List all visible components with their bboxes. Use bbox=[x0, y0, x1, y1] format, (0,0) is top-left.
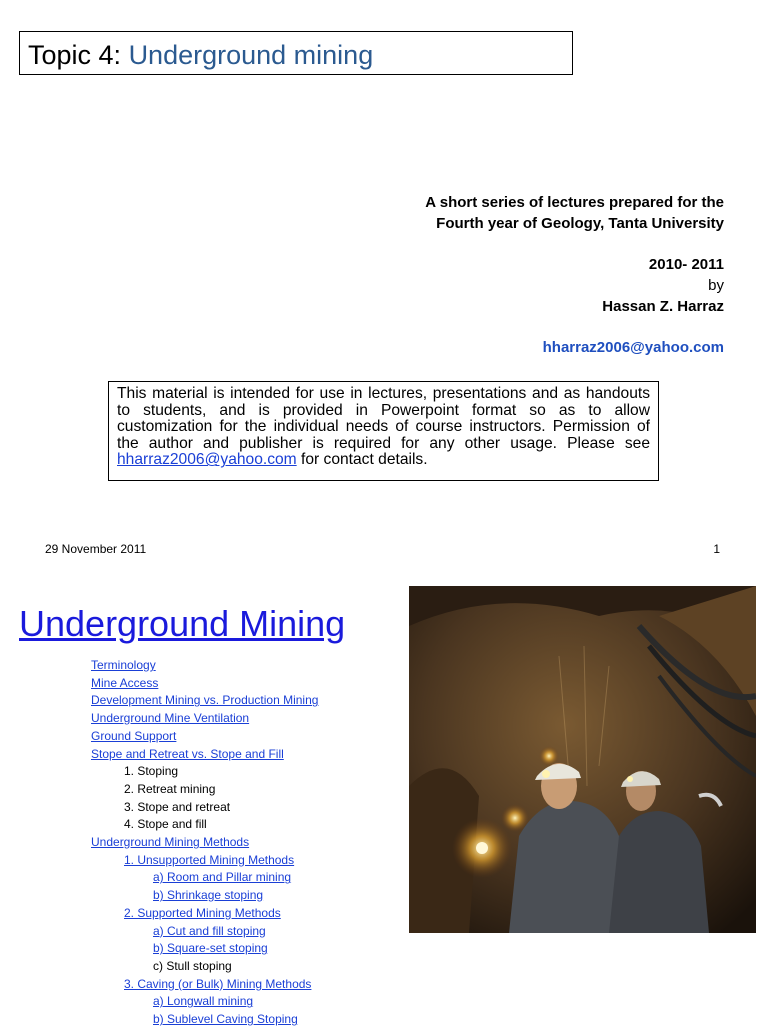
lecture-line-1: A short series of lectures prepared for the bbox=[425, 194, 724, 211]
toc-item-label[interactable]: b) Square-set stoping bbox=[153, 941, 268, 956]
notice-tail: for contact details. bbox=[296, 451, 428, 469]
toc-item[interactable] bbox=[91, 923, 318, 941]
toc-item-label[interactable]: a) Cut and fill stoping bbox=[153, 923, 266, 938]
toc-item[interactable] bbox=[91, 675, 318, 693]
toc-item-label: c) Stull stoping bbox=[153, 958, 232, 973]
toc-item-label[interactable]: 1. Unsupported Mining Methods bbox=[124, 852, 295, 867]
toc-item-label[interactable]: Stope and Retreat vs. Stope and Fill bbox=[91, 746, 284, 761]
toc-item[interactable] bbox=[91, 746, 318, 764]
toc-item-label[interactable]: a) Longwall mining bbox=[153, 994, 254, 1009]
toc-item[interactable] bbox=[91, 976, 318, 994]
toc-item-label[interactable]: Development Mining vs. Production Mining bbox=[91, 693, 319, 708]
miners-in-tunnel-photo bbox=[409, 586, 756, 933]
lecture-by: by bbox=[708, 276, 724, 294]
toc-item-label[interactable]: Mine Access bbox=[91, 675, 159, 690]
toc-item[interactable] bbox=[91, 869, 318, 887]
toc-item-label: 1. Stoping bbox=[124, 764, 179, 779]
toc-item-label[interactable]: Ground Support bbox=[91, 728, 177, 743]
lecture-line-2: Fourth year of Geology, Tanta University bbox=[436, 214, 724, 232]
toc-item-label[interactable]: Underground Mine Ventilation bbox=[91, 711, 250, 726]
lecture-years: 2010- 2011 bbox=[648, 256, 724, 274]
table-of-contents bbox=[91, 657, 318, 1029]
toc-item[interactable] bbox=[91, 710, 318, 728]
toc-item[interactable] bbox=[91, 657, 318, 675]
toc-item-label[interactable]: b) Sublevel Caving Stoping bbox=[153, 1012, 298, 1027]
toc-item bbox=[91, 816, 318, 834]
author-email[interactable]: hharraz2006@yahoo.com bbox=[542, 338, 724, 356]
toc-item[interactable] bbox=[91, 940, 318, 958]
toc-item[interactable] bbox=[91, 852, 318, 870]
toc-item[interactable] bbox=[91, 728, 318, 746]
toc-item-label: 3. Stope and retreat bbox=[124, 799, 231, 814]
toc-item bbox=[91, 799, 318, 817]
toc-item-label[interactable]: Terminology bbox=[91, 658, 156, 672]
toc-item-label: 4. Stope and fill bbox=[124, 817, 207, 832]
toc-item-label[interactable]: b) Shrinkage stoping bbox=[153, 888, 264, 903]
toc-item bbox=[91, 781, 318, 799]
toc-item bbox=[91, 763, 318, 781]
toc-item bbox=[91, 958, 318, 976]
toc-item[interactable] bbox=[91, 993, 318, 1011]
notice-email-link[interactable]: hharraz2006@yahoo.com bbox=[117, 451, 297, 469]
toc-item-label[interactable]: 2. Supported Mining Methods bbox=[124, 905, 281, 920]
toc-item-label: 2. Retreat mining bbox=[124, 781, 216, 796]
topic-title-box bbox=[19, 31, 573, 75]
toc-item[interactable] bbox=[91, 834, 318, 852]
author-name: Hassan Z. Harraz bbox=[602, 297, 724, 315]
slide-page-number: 1 bbox=[713, 542, 720, 556]
notice-text: This material is intended for use in lectures, presentations and as handouts to students, and is provided in Powerpoint format so as to allow customization for the individual needs of course instructors. Permission of the author and publisher is required for any other usage. Please see bbox=[117, 385, 650, 452]
copyright-notice bbox=[108, 381, 659, 481]
toc-item-label[interactable]: Underground Mining Methods bbox=[91, 835, 250, 850]
toc-item[interactable] bbox=[91, 887, 318, 905]
toc-item[interactable] bbox=[91, 905, 318, 923]
toc-item-label[interactable]: a) Room and Pillar mining bbox=[153, 870, 292, 885]
topic-label: Topic 4: bbox=[28, 40, 129, 70]
toc-item[interactable] bbox=[91, 1011, 318, 1029]
toc-item-label[interactable]: 3. Caving (or Bulk) Mining Methods bbox=[124, 976, 312, 991]
slide-date: 29 November 2011 bbox=[45, 542, 147, 556]
slide2-title[interactable]: Underground Mining bbox=[19, 603, 346, 644]
lecture-info bbox=[425, 193, 724, 359]
topic-title bbox=[28, 39, 373, 71]
topic-name: Underground mining bbox=[128, 40, 374, 70]
toc-item[interactable] bbox=[91, 692, 318, 710]
